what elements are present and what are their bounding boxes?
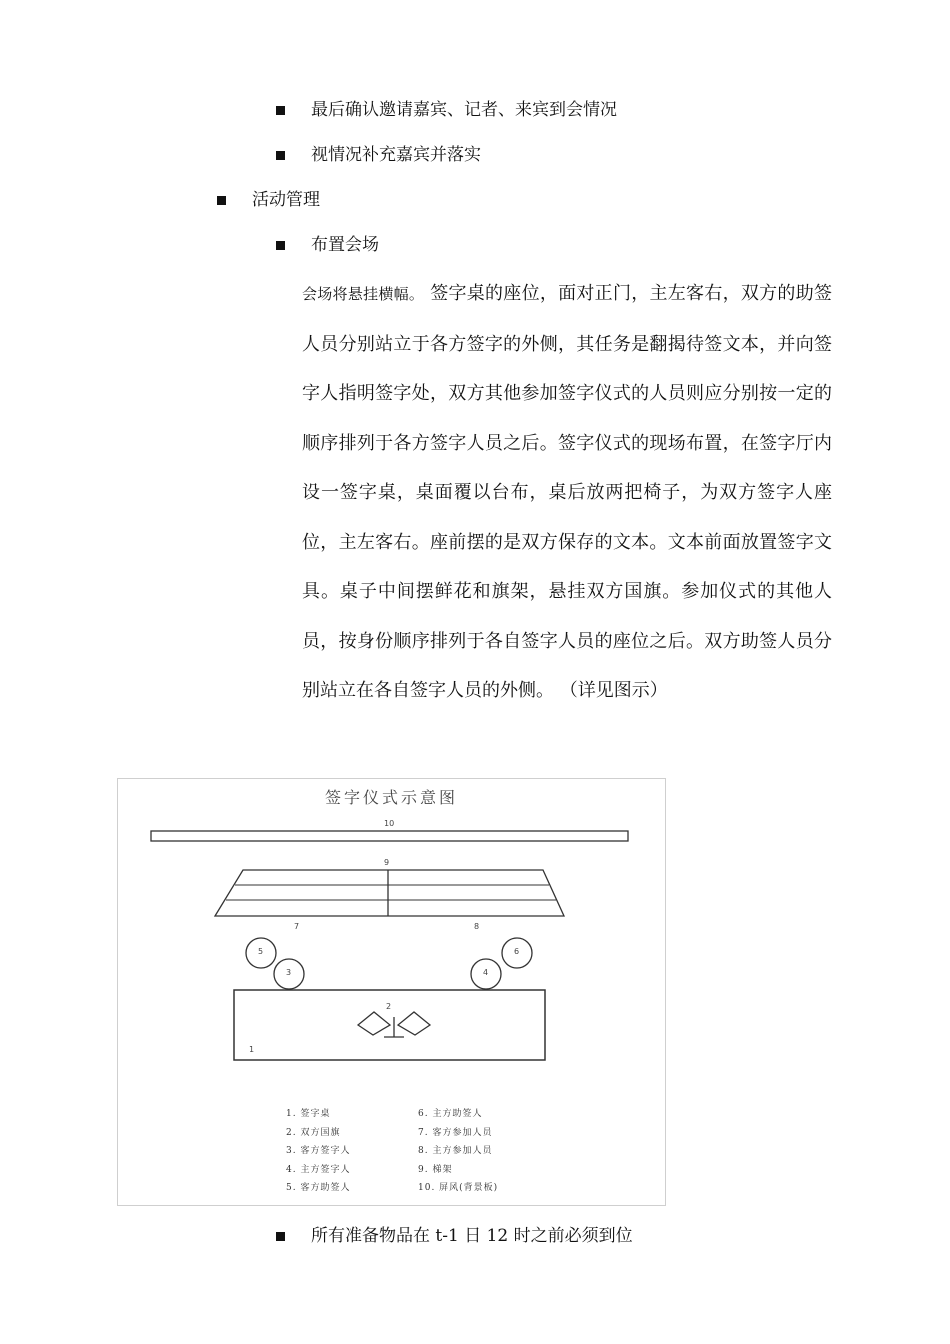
- label-1: 1: [249, 1045, 255, 1054]
- bullet-text: 所有准备物品在 t-1 日 12 时之前必须到位: [311, 1226, 633, 1246]
- square-bullet-icon: [276, 241, 285, 250]
- bullet-item-confirm-guests: [276, 98, 617, 122]
- label-7: 7: [294, 922, 300, 931]
- square-bullet-icon: [276, 151, 285, 160]
- label-2: 2: [386, 1002, 392, 1011]
- legend-item: 6. 主方助签人: [418, 1109, 483, 1119]
- legend-item: 2. 双方国旗: [286, 1127, 341, 1138]
- subsection-title: 布置会场: [311, 235, 379, 255]
- diagram-title: 签字仪式示意图: [324, 788, 458, 807]
- legend-item: 1. 签字桌: [286, 1109, 331, 1119]
- bullet-item-materials-ready: [276, 1224, 633, 1248]
- bullet-text: 最后确认邀请嘉宾、记者、来宾到会情况: [311, 100, 617, 120]
- square-bullet-icon: [276, 106, 285, 115]
- legend-item: 3. 客方签字人: [286, 1146, 351, 1156]
- riser-shape: [215, 870, 564, 916]
- venue-description-paragraph: [302, 269, 832, 716]
- paragraph-lead: 会场将悬挂横幅。: [302, 285, 425, 303]
- legend-item: 10. 屏风(背景板): [418, 1183, 499, 1193]
- label-8: 8: [474, 922, 480, 931]
- legend-item: 8. 主方参加人员: [418, 1146, 493, 1156]
- signing-ceremony-diagram: [117, 778, 666, 1206]
- label-10: 10: [384, 819, 395, 828]
- paragraph-body: 签字桌的座位，面对正门，主左客右，双方的助签人员分别站立于各方签字的外侧，其任务是翻揭待签文本，并向签字人指明签字处，双方其他参加签字仪式的人员则应分别按一定的顺序排列于各方签字人员之后。签字仪式的现场布置，在签字厅内设一签字桌，桌面覆以台布，桌后放两把椅子，为双方签字人座位，主左客右。座前摆的是双方保存的文本。文本前面放置签字文具。桌子中间摆鲜花和旗架，悬挂双方国旗。参加仪式的其他人员，按身份顺序排列于各自签字人员的座位之后。双方助签人员分别站立在各自签字人员的外侧。 （详见图示）: [302, 283, 832, 701]
- label-6: 6: [514, 947, 520, 956]
- legend-right-column: [418, 1105, 498, 1198]
- label-4: 4: [483, 968, 489, 977]
- section-title: 活动管理: [252, 190, 320, 210]
- legend-item: 5. 客方助签人: [286, 1183, 351, 1193]
- diagram-drawing: [118, 779, 665, 1205]
- flags-icon: [358, 1012, 430, 1037]
- legend-item: 9. 梯架: [418, 1164, 453, 1175]
- bullet-text: 视情况补充嘉宾并落实: [311, 145, 481, 165]
- label-9: 9: [384, 858, 390, 867]
- square-bullet-icon: [276, 1232, 285, 1241]
- legend-item: 7. 客方参加人员: [418, 1127, 493, 1138]
- label-5: 5: [258, 947, 264, 956]
- subsection-heading-venue-setup: [276, 233, 379, 257]
- bullet-item-supplement-guests: [276, 143, 481, 167]
- section-heading-activity-management: [217, 188, 320, 212]
- screen-backdrop-shape: [151, 831, 628, 841]
- label-3: 3: [286, 968, 292, 977]
- legend-left-column: [286, 1105, 350, 1198]
- square-bullet-icon: [217, 196, 226, 205]
- legend-item: 4. 主方签字人: [286, 1164, 351, 1175]
